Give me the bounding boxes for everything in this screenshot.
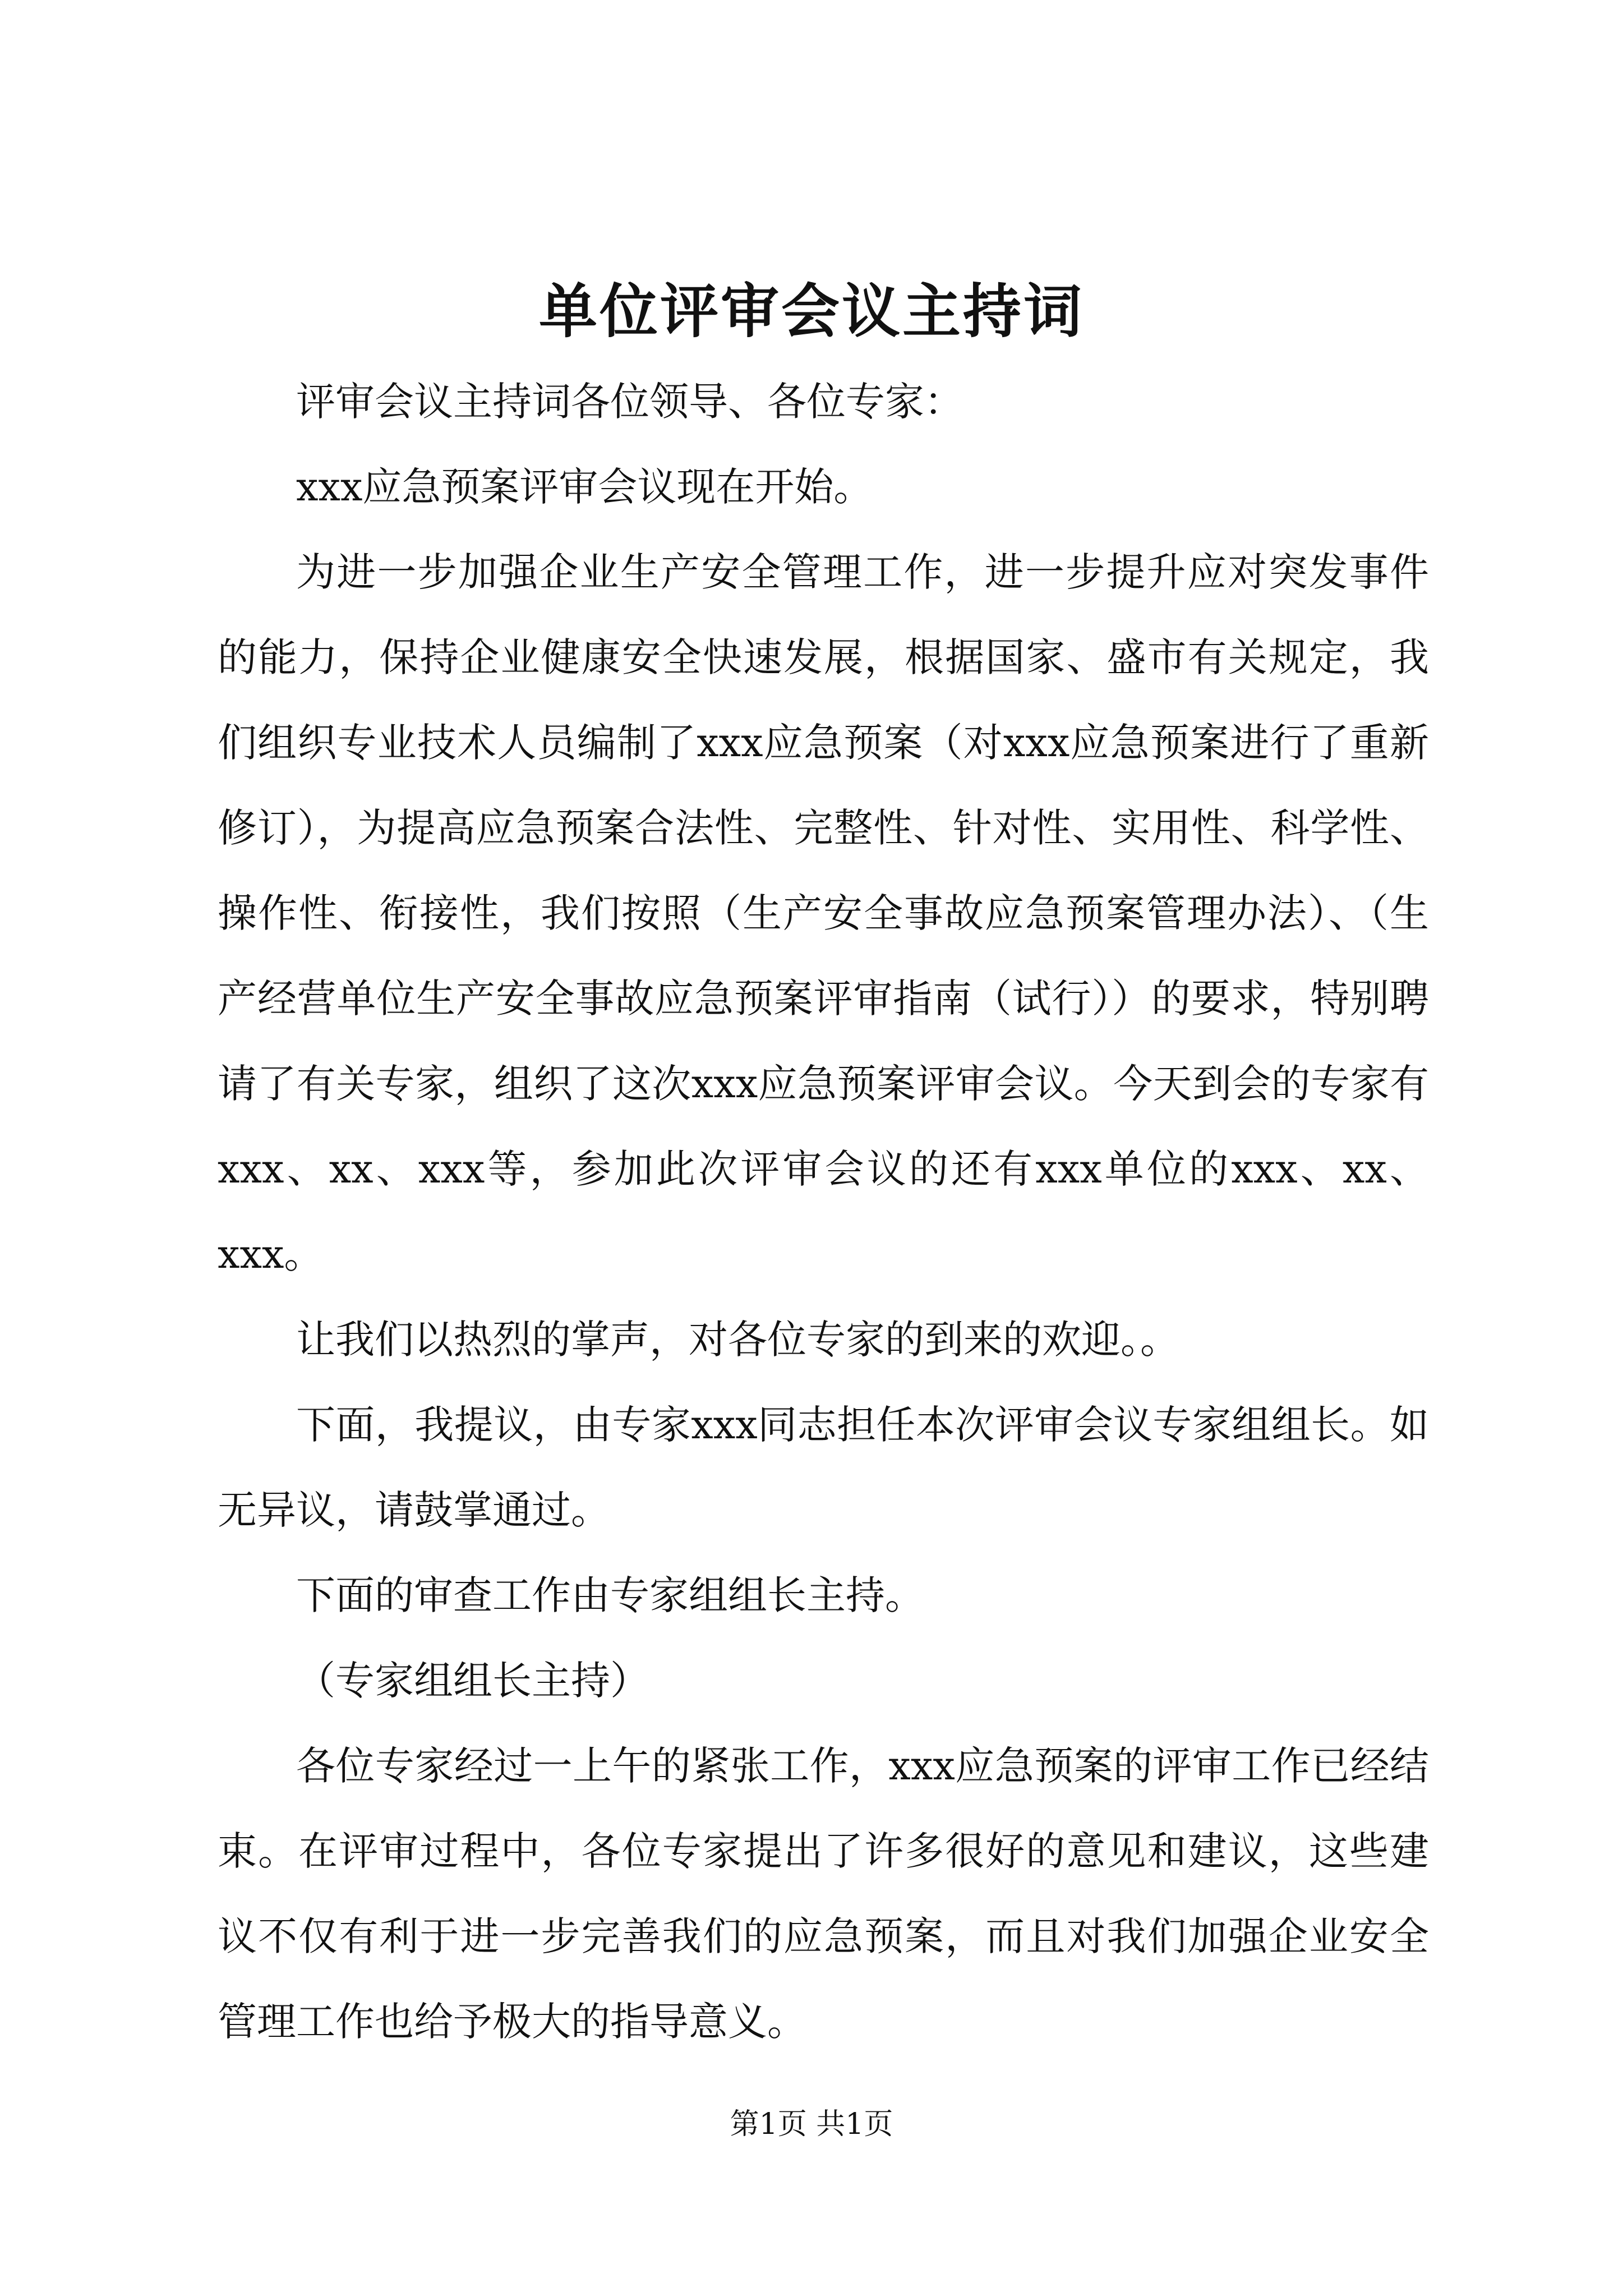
paragraph-opening: xxx应急预案评审会议现在开始。 xyxy=(296,464,873,510)
paragraph-note: （专家组组长主持） xyxy=(296,1658,649,1704)
paragraph-background: 为进一步加强企业生产安全管理工作，进一步提升应对突发事件的能力，保持企业健康安全快速发展，根据国家、盛市有关规定，我们组织专业技术人员编制了xxx应急预案（对xxx应急预案进行了重新修订），为提高应急预案合法性、完整性、针对性、实用性、科学性、操作性、衔接性，我们按照（生产安全事故应急预案管理办法）、（生产经营单位生产安全事故应急预案评审指南（试行））的要求，特别聘请了有关专家，组织了这次xxx应急预案评审会议。今天到会的专家有xxx、xx、xxx等，参加此次评审会议的还有xxx单位的xxx、xx、xxx。 xyxy=(218,549,1429,1277)
paragraph-welcome: 让我们以热烈的掌声，对各位专家的到来的欢迎。。 xyxy=(296,1317,1179,1363)
paragraph-proposal: 下面，我提议，由专家xxx同志担任本次评审会议专家组组长。如无异议，请鼓掌通过。 xyxy=(218,1402,1429,1533)
document-body xyxy=(218,359,1429,2064)
paragraph-conclusion: 各位专家经过一上午的紧张工作，xxx应急预案的评审工作已经结束。在评审过程中，各位专家提出了许多很好的意见和建议，这些建议不仅有利于进一步完善我们的应急预案，而且对我们加强企业安全管理工作也给予极大的指导意义。 xyxy=(218,1743,1429,2045)
paragraph-greeting: 评审会议主持词各位领导、各位专家： xyxy=(296,379,963,425)
document-title: 单位评审会议主持词 xyxy=(538,277,1084,346)
paragraph-review-host: 下面的审查工作由专家组组长主持。 xyxy=(296,1572,924,1618)
page-footer: 第1页 共1页 xyxy=(730,2108,893,2141)
